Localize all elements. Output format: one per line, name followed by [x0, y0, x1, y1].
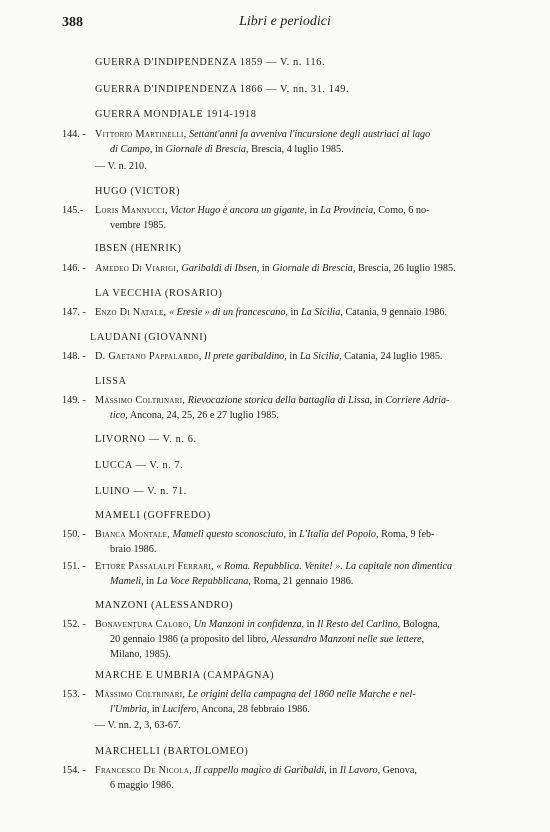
entry-journal: Giornale di Brescia, — [272, 263, 356, 274]
entry-journal: La Sicilia, — [299, 351, 342, 362]
section-heading: LISSA — [95, 376, 127, 387]
entry-150 — [62, 527, 517, 557]
entry-149 — [62, 393, 517, 423]
entry-book-title: Alessandro Manzoni nelle sue lettere, — [271, 634, 425, 645]
section-heading: GUERRA D'INDIPENDENZA 1859 — V. n. 116. — [95, 57, 326, 68]
section-heading: GUERRA MONDIALE 1914-1918 — [95, 109, 257, 120]
entry-number: 144. - — [62, 129, 86, 140]
entry-number: 151. - — [62, 561, 86, 572]
entry-title: Garibaldi di Ibsen, — [181, 263, 260, 274]
entry-author: Bianca Montale, — [95, 529, 171, 540]
entry-154 — [62, 763, 517, 793]
section-heading: LUCCA — V. n. 7. — [95, 460, 184, 471]
entry-details: Catania, 9 gennaio 1986. — [345, 307, 448, 318]
entry-details: Genova, — [382, 765, 417, 776]
entry-journal: Il Lavoro, — [339, 765, 381, 776]
entry-text: in — [290, 307, 299, 318]
entry-author: Ettore Passalalpi Ferrari, — [95, 561, 214, 572]
entry-text: in — [374, 395, 383, 406]
entry-author: Massimo Coltrinari, — [95, 395, 186, 406]
entry-author: Massimo Coltrinari, — [95, 689, 186, 700]
entry-text: in — [288, 529, 297, 540]
entry-number: 146. - — [62, 263, 86, 274]
entry-journal: Giornale di Brescia, — [165, 144, 249, 155]
entry-152 — [62, 617, 517, 662]
section-heading: MARCHELLI (BARTOLOMEO) — [95, 746, 249, 757]
entry-journal: Lucifero, — [162, 704, 199, 715]
section-heading: LIVORNO — V. n. 6. — [95, 434, 197, 445]
entry-details: Bologna, — [402, 619, 440, 630]
entry-title: Il cappello magico di Garibaldi, — [194, 765, 327, 776]
section-heading: LUINO — V. n. 71. — [95, 486, 187, 497]
section-heading: MAMELI (GOFFREDO) — [95, 510, 211, 521]
entry-text: in — [261, 263, 270, 274]
entry-details: Roma, 9 feb- — [381, 529, 435, 540]
section-heading: LAUDANI (GIOVANNI) — [90, 332, 208, 343]
entry-details: Roma, 21 gennaio 1986. — [253, 576, 354, 587]
entry-title: Rievocazione storica della battaglia di Lissa, — [187, 395, 373, 406]
entry-title: « Roma. Repubblica. Venite! ». La capitale non dimentica — [216, 561, 453, 572]
section-heading: MANZONI (ALESSANDRO) — [95, 600, 234, 611]
entry-text: in — [309, 205, 318, 216]
entry-title: Le origini della campagna del 1860 nelle Marche e nel- — [187, 689, 416, 700]
entry-number: 148. - — [62, 351, 86, 362]
entry-151 — [62, 559, 517, 589]
page-number: 388 — [62, 15, 83, 30]
entry-title: Settant'anni fa avveniva l'incursione degli austriaci al lago — [189, 129, 431, 140]
entry-text: in — [306, 619, 315, 630]
entry-title: « Eresie » di un francescano, — [168, 307, 288, 318]
entry-author: Amedeo Di Viarigi, — [95, 263, 179, 274]
entry-145 — [62, 203, 517, 233]
entry-details: Brescia, 26 luglio 1985. — [357, 263, 456, 274]
section-heading: GUERRA D'INDIPENDENZA 1866 — V. nn. 31. 149. — [95, 84, 350, 95]
entry-details: Como, 6 no- — [378, 205, 430, 216]
entry-details-cont: 6 maggio 1986. — [110, 780, 174, 791]
entry-details-cont: vembre 1985. — [110, 220, 167, 231]
entry-text: in — [289, 351, 298, 362]
entry-author: Vittorio Martinelli, — [95, 129, 187, 140]
entry-number: 152. - — [62, 619, 86, 630]
entry-author: D. Gaetano Pappalardo, — [95, 351, 202, 362]
cross-reference: — V. nn. 2, 3, 63-67. — [95, 720, 181, 731]
entry-title: Un Manzoni in confidenza, — [193, 619, 305, 630]
entry-details: Brescia, 4 luglio 1985. — [251, 144, 344, 155]
entry-title-cont: di Campo, — [110, 144, 153, 155]
entry-number: 154. - — [62, 765, 86, 776]
entry-author: Loris Mannucci, — [95, 205, 168, 216]
entry-title: Victor Hugo è ancora un gigante, — [170, 205, 308, 216]
entry-146 — [62, 261, 517, 276]
entry-details: Catania, 24 luglio 1985. — [344, 351, 443, 362]
entry-journal-cont: tico, — [110, 410, 128, 421]
entry-journal: La Provincia, — [320, 205, 376, 216]
entry-journal: Il Resto del Carlino, — [317, 619, 401, 630]
cross-reference: — V. n. 210. — [95, 161, 147, 172]
entry-details-cont: Milano, 1985). — [110, 649, 171, 660]
entry-number: 147. - — [62, 307, 86, 318]
entry-author: Bonaventura Caloro, — [95, 619, 192, 630]
entry-author: Enzo Di Natale, — [95, 307, 167, 318]
section-heading: HUGO (VICTOR) — [95, 186, 181, 197]
entry-number: 149. - — [62, 395, 86, 406]
section-heading: MARCHE E UMBRIA (CAMPAGNA) — [95, 670, 275, 681]
entry-text: in — [155, 144, 163, 155]
section-heading: IBSEN (HENRIK) — [95, 243, 182, 254]
entry-title-cont: Mameli, — [110, 576, 144, 587]
entry-title-cont: l'Umbria, — [110, 704, 150, 715]
entry-author: Francesco De Nicola, — [95, 765, 193, 776]
entry-details-cont: 20 gennaio 1986 (a proposito del libro, — [110, 634, 269, 645]
entry-number: 153. - — [62, 689, 86, 700]
entry-text: in — [146, 576, 155, 587]
entry-journal: La Voce Repubblicana, — [156, 576, 251, 587]
entry-number: 150. - — [62, 529, 86, 540]
entry-details: Ancona, 24, 25, 26 e 27 luglio 1985. — [129, 410, 279, 421]
entry-153 — [62, 687, 517, 717]
entry-journal: La Sicilia, — [301, 307, 343, 318]
entry-title: Mameli questo sconosciuto, — [172, 529, 287, 540]
entry-journal: L'Italia del Popolo, — [299, 529, 379, 540]
entry-title: Il prete garibaldino, — [204, 351, 287, 362]
entry-details-cont: braio 1986. — [110, 544, 157, 555]
entry-144 — [62, 127, 517, 157]
entry-text: in — [329, 765, 338, 776]
entry-details: Ancona, 28 febbraio 1986. — [200, 704, 310, 715]
entry-text: in — [151, 704, 160, 715]
running-title: Libri e periodici — [239, 14, 331, 29]
entry-journal: Corriere Adria- — [385, 395, 450, 406]
entry-number: 145.- — [62, 205, 84, 216]
entry-148 — [62, 349, 517, 364]
entry-147 — [62, 305, 517, 320]
section-heading: LA VECCHIA (ROSARIO) — [95, 288, 223, 299]
